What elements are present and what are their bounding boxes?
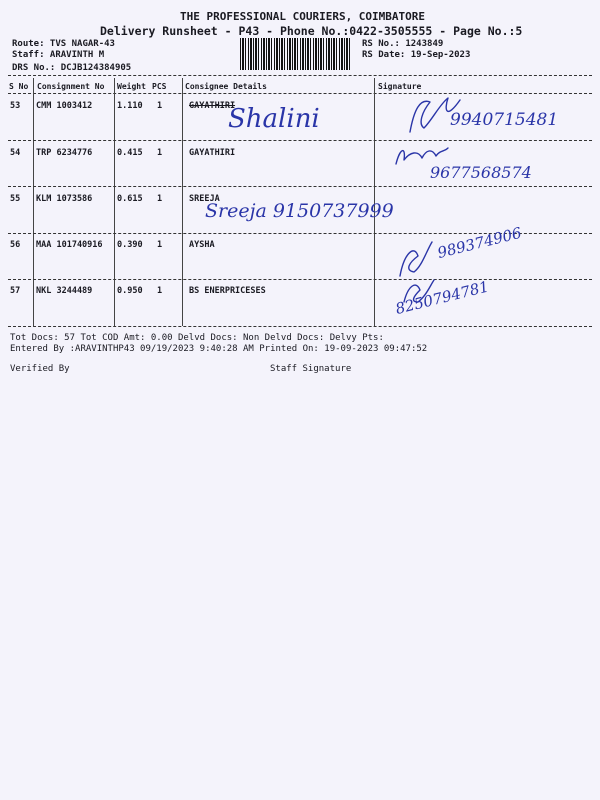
row-rule — [8, 186, 592, 187]
row-55-handwritten-note: Sreeja 9150737999 — [205, 200, 394, 222]
runsheet-title: Delivery Runsheet - P43 - Phone No.:0422-3505555 - Page No.:5 — [100, 24, 523, 38]
col-consignee: Consignee Details — [185, 82, 267, 91]
company-title: THE PROFESSIONAL COURIERS, COIMBATORE — [180, 10, 426, 23]
row-54-pcs: 1 — [157, 148, 163, 158]
row-57-sno: 57 — [10, 286, 21, 296]
row-57-handwritten-phone: 8250794781 — [393, 277, 491, 318]
row-54-sno: 54 — [10, 148, 21, 158]
row-56-handwritten-phone: 989374906 — [435, 223, 524, 262]
row-54-consignment: TRP 6234776 — [36, 148, 93, 158]
col-pcs: PCS — [152, 82, 167, 91]
staff-signature-label: Staff Signature — [270, 364, 352, 374]
row-53-pcs: 1 — [157, 101, 163, 111]
row-53-handwritten-phone: 9940715481 — [450, 110, 559, 130]
totals-line: Tot Docs: 57 Tot COD Amt: 0.00 Delvd Docs: Non Delvd Docs: Delvy Pts: — [10, 333, 384, 343]
row-53-consignee: GAYATHIRI — [189, 101, 236, 111]
row-57-consignee: BS ENERPRICESES — [189, 286, 266, 296]
row-55-sno: 55 — [10, 194, 21, 204]
col-divider — [114, 78, 115, 326]
row-rule — [8, 140, 592, 141]
col-divider — [182, 78, 183, 326]
row-55-consignment: KLM 1073586 — [36, 194, 93, 204]
col-divider — [33, 78, 34, 326]
row-53-consignment: CMM 1003412 — [36, 101, 93, 111]
row-56-weight: 0.390 — [117, 240, 143, 250]
verified-by-label: Verified By — [10, 364, 70, 374]
table-top-rule — [8, 75, 592, 76]
row-56-consignee: AYSHA — [189, 240, 215, 250]
row-56-sno: 56 — [10, 240, 21, 250]
table-bottom-rule — [8, 326, 592, 327]
row-53-handwritten-name: Shalini — [228, 104, 320, 134]
col-consignment: Consignment No — [37, 82, 105, 91]
row-57-weight: 0.950 — [117, 286, 143, 296]
rs-number: RS No.: 1243849 — [362, 39, 444, 49]
route: Route: TVS NAGAR-43 — [12, 39, 115, 49]
drs-number: DRS No.: DCJB124384905 — [12, 63, 132, 73]
row-57-pcs: 1 — [157, 286, 163, 296]
row-53-weight: 1.110 — [117, 101, 143, 111]
row-56-pcs: 1 — [157, 240, 163, 250]
row-56-consignment: MAA 101740916 — [36, 240, 103, 250]
row-54-consignee: GAYATHIRI — [189, 148, 236, 158]
col-signature: Signature — [378, 82, 422, 91]
staff: Staff: ARAVINTH M — [12, 50, 105, 60]
col-sno: S No — [9, 82, 29, 91]
entered-by-line: Entered By :ARAVINTHP43 09/19/2023 9:40:28 AM Printed On: 19-09-2023 09:47:52 — [10, 344, 428, 354]
row-55-pcs: 1 — [157, 194, 163, 204]
row-55-consignee: SREEJA — [189, 194, 220, 204]
row-54-handwritten-phone: 9677568574 — [430, 163, 532, 182]
row-57-consignment: NKL 3244489 — [36, 286, 93, 296]
barcode — [240, 38, 352, 70]
rs-date: RS Date: 19-Sep-2023 — [362, 50, 471, 60]
row-54-weight: 0.415 — [117, 148, 143, 158]
row-53-sno: 53 — [10, 101, 21, 111]
row-rule — [8, 279, 592, 280]
header-rule — [8, 93, 592, 94]
col-weight: Weight — [117, 82, 146, 91]
row-55-weight: 0.615 — [117, 194, 143, 204]
